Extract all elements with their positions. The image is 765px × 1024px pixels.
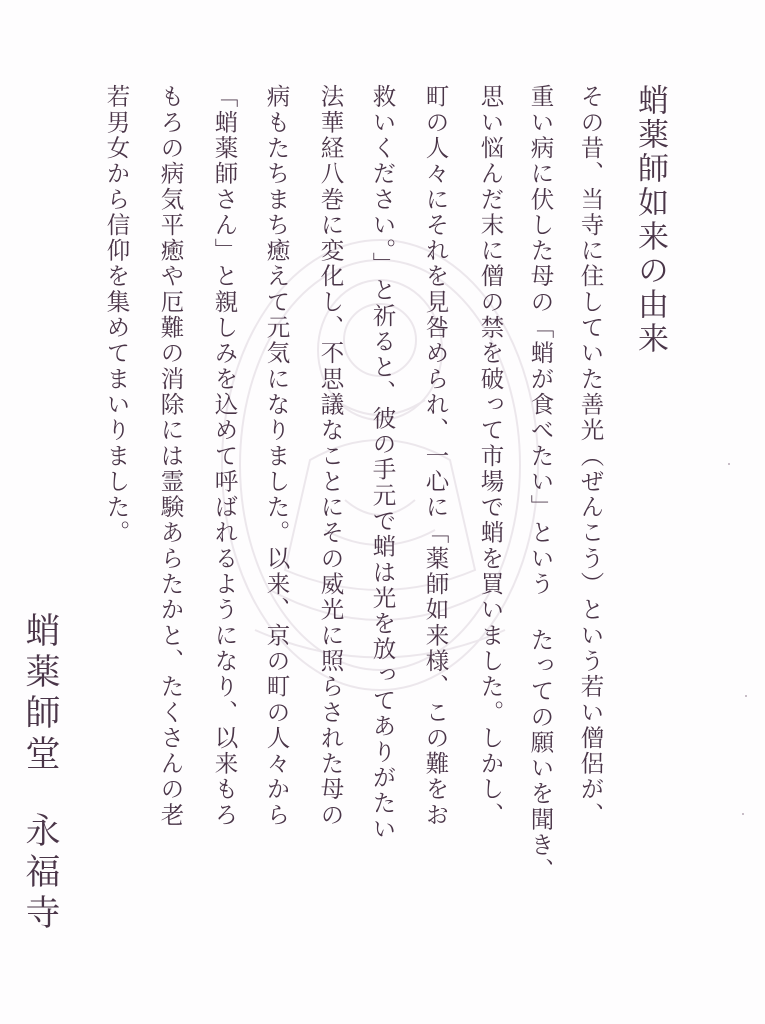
body-line-9: もろの病気平癒や厄難の消除には霊験あらたかと、たくさんの老 xyxy=(156,84,185,828)
body-line-4: 町の人々にそれを見咎められ、一心に「薬師如来様、この難をお xyxy=(421,84,450,828)
body-line-5: 救いください。」と祈ると、彼の手元で蛸は光を放ってありがたい xyxy=(368,84,397,842)
body-line-1: その昔、当寺に住していた善光（ぜんこう）という若い僧侶が、 xyxy=(576,84,605,828)
document-title: 蛸薬師如来の由来 xyxy=(632,84,668,356)
scan-speck xyxy=(728,463,730,465)
scan-speck xyxy=(745,695,747,697)
signature-temple: 永福寺 xyxy=(20,812,60,935)
scan-speck xyxy=(742,813,744,815)
body-line-3: 思い悩んだ末に僧の禁を破って市場で蛸を買いました。しかし、 xyxy=(476,84,505,828)
body-line-6: 法華経八巻に変化し、不思議なことにその威光に照らされた母の xyxy=(316,84,345,828)
body-line-2: 重い病に伏した母の「蛸が食べたい」という たっての願いを聞き、 xyxy=(526,84,555,884)
body-line-7: 病もたちまち癒えて元気になりました。以来、京の町の人々から xyxy=(262,84,291,828)
body-line-8: 「蛸薬師さん」と親しみを込めて呼ばれるようになり、以来もろ xyxy=(210,84,239,828)
signature-hall: 蛸薬師堂 xyxy=(20,612,60,776)
body-line-10: 若男女から信仰を集めてまいりました。 xyxy=(102,84,131,546)
